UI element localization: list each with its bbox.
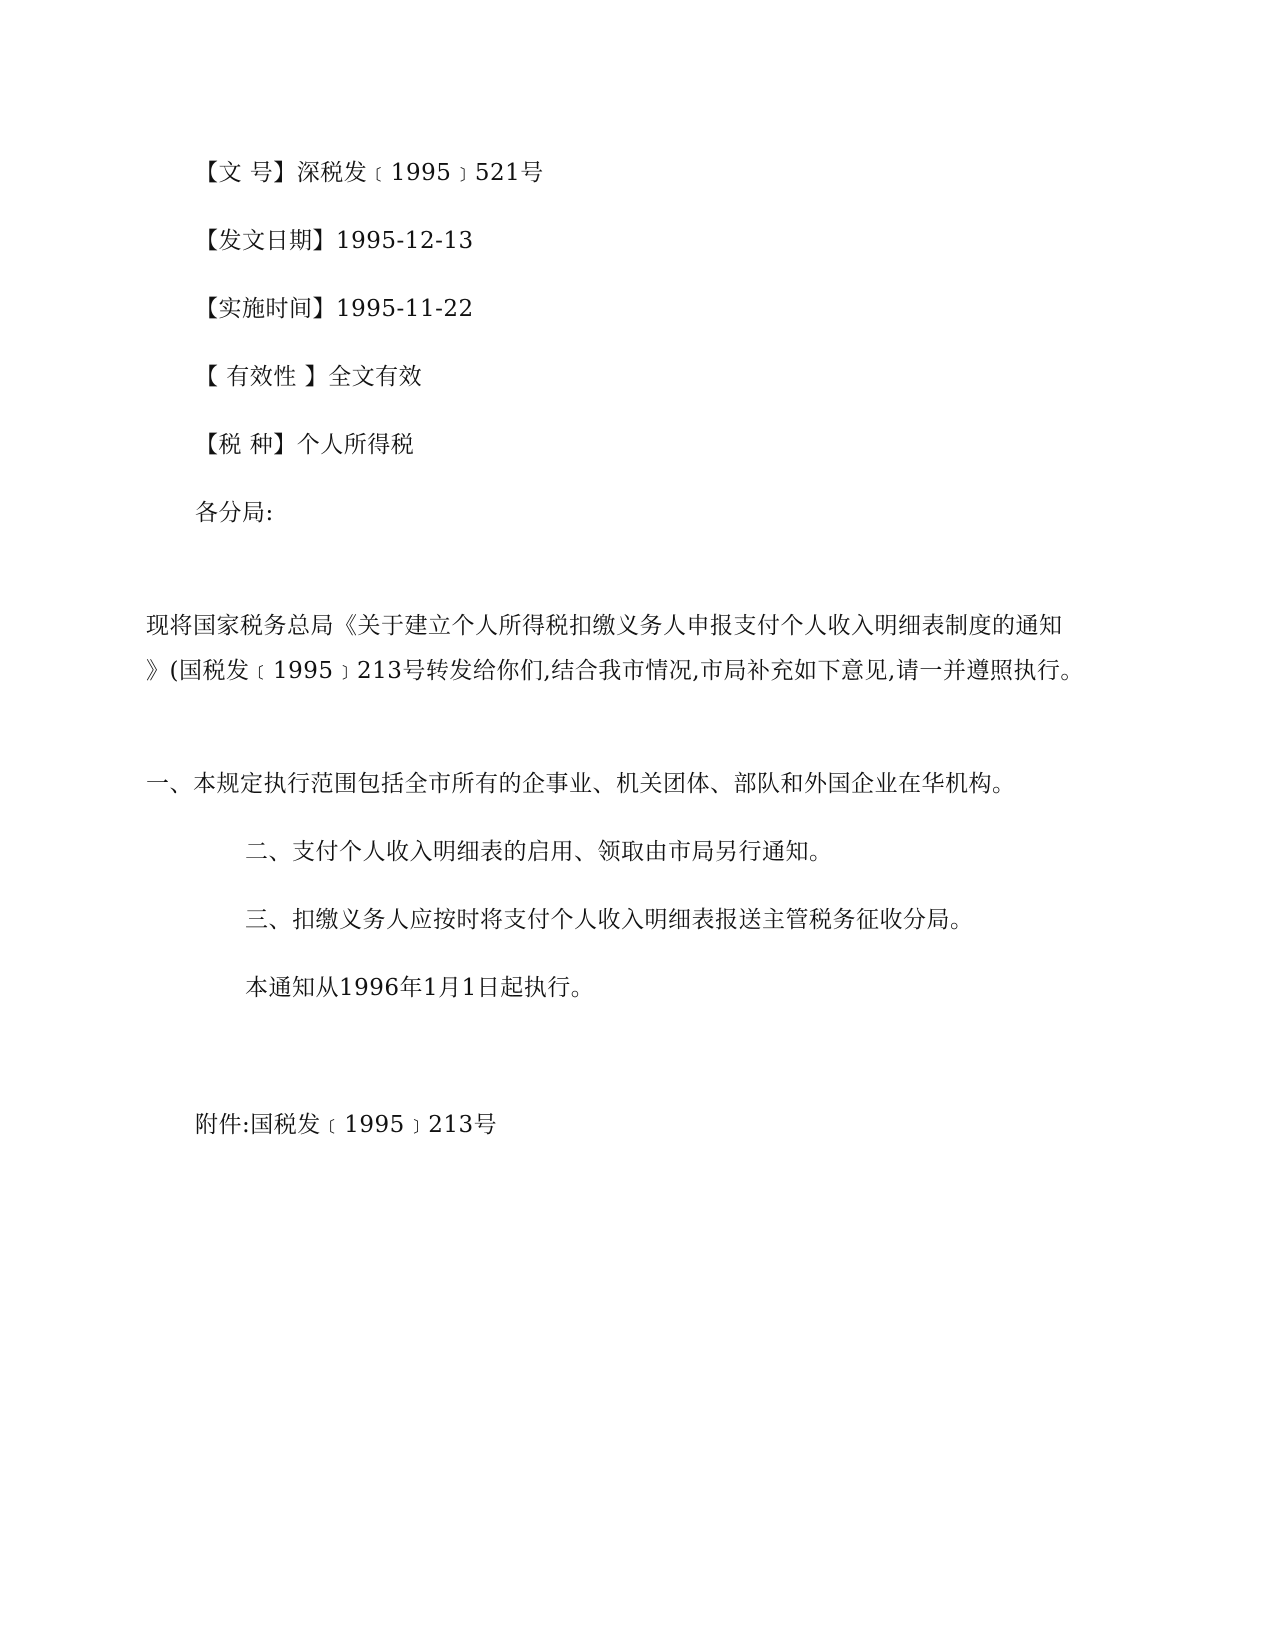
item-2: 二、支付个人收入明细表的启用、领取由市局另行通知。	[245, 839, 833, 865]
issue-date: 【发文日期】1995-12-13	[195, 228, 474, 254]
tax-type: 【税 种】个人所得税	[195, 432, 415, 458]
item-1: 一、本规定执行范围包括全市所有的企事业、机关团体、部队和外国企业在华机构。	[146, 771, 1016, 797]
validity: 【 有效性 】全文有效	[195, 364, 423, 390]
doc-number: 【文 号】深税发﹝1995﹞521号	[195, 160, 544, 186]
attachment: 附件:国税发﹝1995﹞213号	[195, 1112, 498, 1138]
effective-note: 本通知从1996年1月1日起执行。	[245, 975, 595, 1001]
effective-date: 【实施时间】1995-11-22	[195, 296, 474, 322]
intro-paragraph-line-2: 》(国税发﹝1995﹞213号转发给你们,结合我市情况,市局补充如下意见,请一并遵照执行。	[146, 658, 1084, 684]
salutation: 各分局:	[195, 500, 274, 526]
item-3: 三、扣缴义务人应按时将支付个人收入明细表报送主管税务征收分局。	[245, 907, 974, 933]
intro-paragraph-line-1: 现将国家税务总局《关于建立个人所得税扣缴义务人申报支付个人收入明细表制度的通知	[146, 613, 1063, 639]
